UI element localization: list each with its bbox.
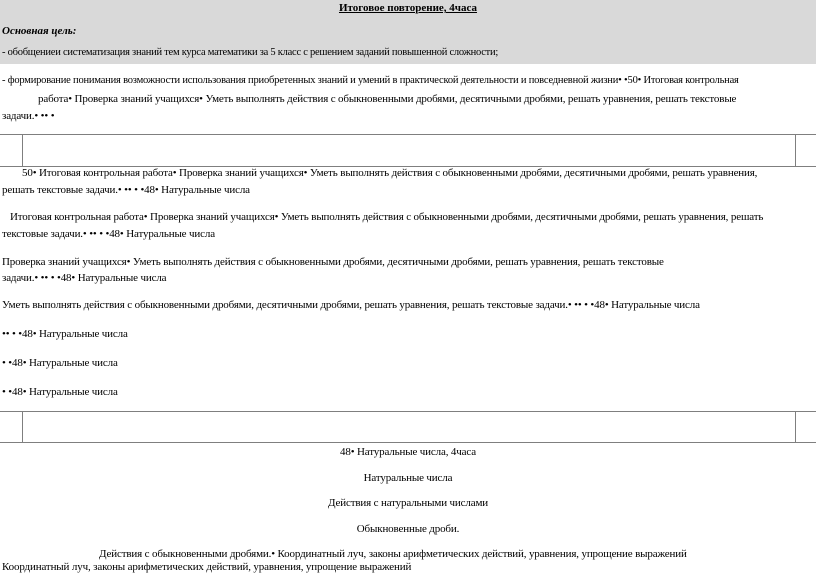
center-line-2: Натуральные числа bbox=[363, 472, 453, 484]
goal-line-4: задачи.• •• • bbox=[2, 110, 55, 122]
block-1-line-2: решать текстовые задачи.• •• • •48• Натуральные числа bbox=[2, 184, 250, 196]
block-6-line-1: • •48• Натуральные числа bbox=[2, 357, 118, 369]
table2-border-bottom bbox=[0, 442, 816, 443]
block-1-line-1: 50• Итоговая контрольная работа• Проверка знаний учащихся• Уметь выполнять действия с обыкновенными дробями, десятичными дробями, решать уравнения, bbox=[22, 167, 758, 179]
block-2-line-2: текстовые задачи.• •• • •48• Натуральные числа bbox=[2, 228, 215, 240]
center-line-6: Координатный луч, законы арифметических действий, уравнения, упрощение выражений bbox=[2, 561, 412, 573]
table-divider-right bbox=[795, 134, 796, 166]
center-line-5: Действия с обыкновенными дробями.• Координатный луч, законы арифметических действий, уравнения, упрощение выражений bbox=[99, 548, 687, 560]
center-line-1: 48• Натуральные числа, 4часа bbox=[340, 446, 476, 458]
page-title: Итоговое повторение, 4часа bbox=[338, 2, 478, 14]
goal-line-1: - обобщениеи систематизация знаний тем курса математики за 5 класс с решением заданий повышенной сложности; bbox=[2, 47, 499, 58]
table-divider-left bbox=[22, 134, 23, 166]
block-3-line-2: задачи.• •• • •48• Натуральные числа bbox=[2, 272, 167, 284]
table2-divider-right bbox=[795, 411, 796, 442]
goal-line-2: - формирование понимания возможности использования приобретенных знаний и умений в практической деятельности и повседневной жизни• •50• Итоговая контрольная bbox=[2, 75, 739, 86]
block-7-line-1: • •48• Натуральные числа bbox=[2, 386, 118, 398]
block-3-line-1: Проверка знаний учащихся• Уметь выполнять действия с обыкновенными дробями, десятичными дробями, решать уравнения, решать текстовые bbox=[2, 256, 664, 268]
table2-divider-left bbox=[22, 411, 23, 442]
table-border-top bbox=[0, 134, 816, 135]
block-5-line-1: •• • •48• Натуральные числа bbox=[2, 328, 128, 340]
center-line-4: Обыкновенные дроби. bbox=[356, 523, 460, 535]
block-2-line-1: Итоговая контрольная работа• Проверка знаний учащихся• Уметь выполнять действия с обыкновенными дробями, десятичными дробями, решать уравнения, решать bbox=[10, 211, 764, 223]
block-4-line-1: Уметь выполнять действия с обыкновенными дробями, десятичными дробями, решать уравнения, решать текстовые задачи.• •• • •48• Натуральные числа bbox=[2, 299, 700, 311]
center-line-3: Действия с натуральными числами bbox=[328, 497, 488, 509]
goal-line-3: работа• Проверка знаний учащихся• Уметь выполнять действия с обыкновенными дробями, десятичными дробями, решать уравнения, решать текстовые bbox=[38, 93, 737, 105]
table2-border-top bbox=[0, 411, 816, 412]
goal-label: Основная цель: bbox=[2, 25, 77, 37]
